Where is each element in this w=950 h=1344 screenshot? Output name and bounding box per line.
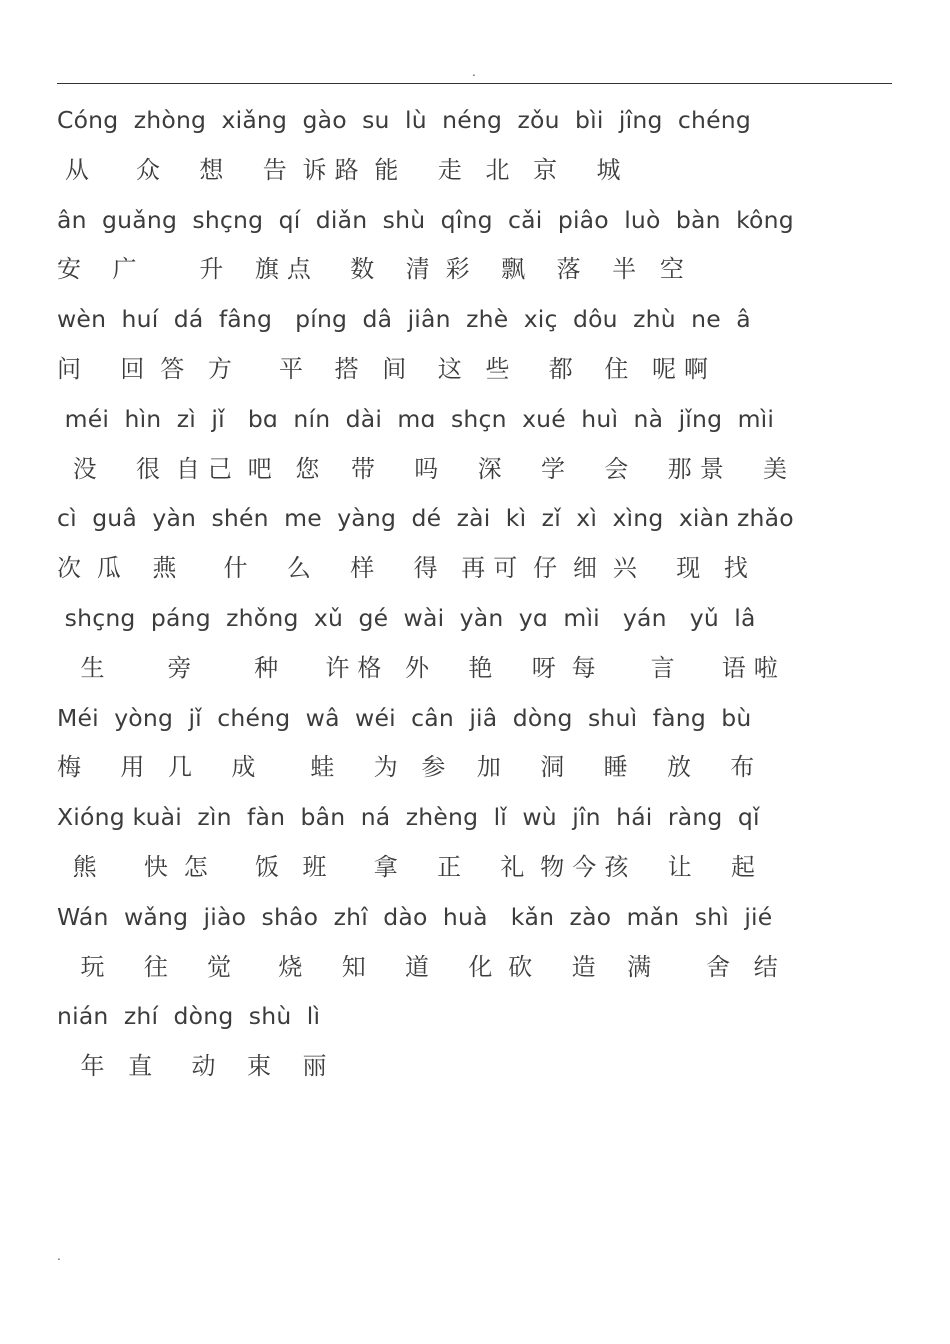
hanzi-line-9: 玩 往 觉 烧 知 道 化 砍 造 满 舍 结	[57, 952, 778, 981]
header-rule	[57, 83, 892, 84]
footer-dot: .	[57, 1249, 61, 1263]
pinyin-line-5: cì guâ yàn shén me yàng dé zài kì zǐ xì xìng xiàn zhǎo	[57, 504, 794, 533]
hanzi-line-2: 安 广 升 旗 点 数 清 彩 飘 落 半 空	[57, 255, 685, 284]
hanzi-line-8: 熊 快 怎 饭 班 拿 正 礼 物 今 孩 让 起	[57, 852, 756, 881]
pinyin-line-10: nián zhí dòng shù lì	[57, 1002, 321, 1031]
pinyin-line-8: Xióng kuài zìn fàn bân ná zhèng lǐ wù jîn hái ràng qǐ	[57, 803, 760, 832]
pinyin-line-7: Méi yòng jǐ chéng wâ wéi cân jiâ dòng shuì fàng bù	[57, 703, 752, 732]
pinyin-line-6: shçng páng zhǒng xǔ gé wài yàn yɑ mìi yán yǔ lâ	[57, 603, 756, 632]
pinyin-line-2: ân guǎng shçng qí diǎn shù qîng cǎi piâo luò bàn kông	[57, 205, 794, 234]
pinyin-line-9: Wán wǎng jiào shâo zhî dào huà kǎn zào mǎn shì jié	[57, 902, 773, 931]
pinyin-line-3: wèn huí dá fâng píng dâ jiân zhè xiç dôu zhù ne â	[57, 305, 751, 334]
hanzi-line-10: 年 直 动 束 丽	[57, 1052, 327, 1081]
pinyin-line-1: Cóng zhòng xiǎng gào su lù néng zǒu bìi jîng chéng	[57, 106, 752, 134]
hanzi-line-4: 没 很 自 己 吧 您 带 吗 深 学 会 那 景 美	[57, 454, 788, 483]
pinyin-line-4: méi hìn zì jǐ bɑ nín dài mɑ shçn xué huì nà jǐng mìi	[57, 404, 775, 433]
header-dot: .	[472, 65, 476, 79]
hanzi-line-6: 生 旁 种 许 格 外 艳 呀 每 言 语 啦	[57, 653, 778, 682]
hanzi-line-3: 问 回 答 方 平 搭 间 这 些 都 住 呢 啊	[57, 354, 709, 383]
hanzi-line-5: 次 瓜 燕 什 么 样 得 再 可 仔 细 兴 现 找	[57, 554, 749, 583]
hanzi-line-7: 梅 用 几 成 蛙 为 参 加 洞 睡 放 布	[57, 753, 755, 782]
pinyin-worksheet	[57, 100, 892, 1096]
hanzi-line-1: 从 众 想 告 诉 路 能 走 北 京 城	[57, 155, 621, 184]
